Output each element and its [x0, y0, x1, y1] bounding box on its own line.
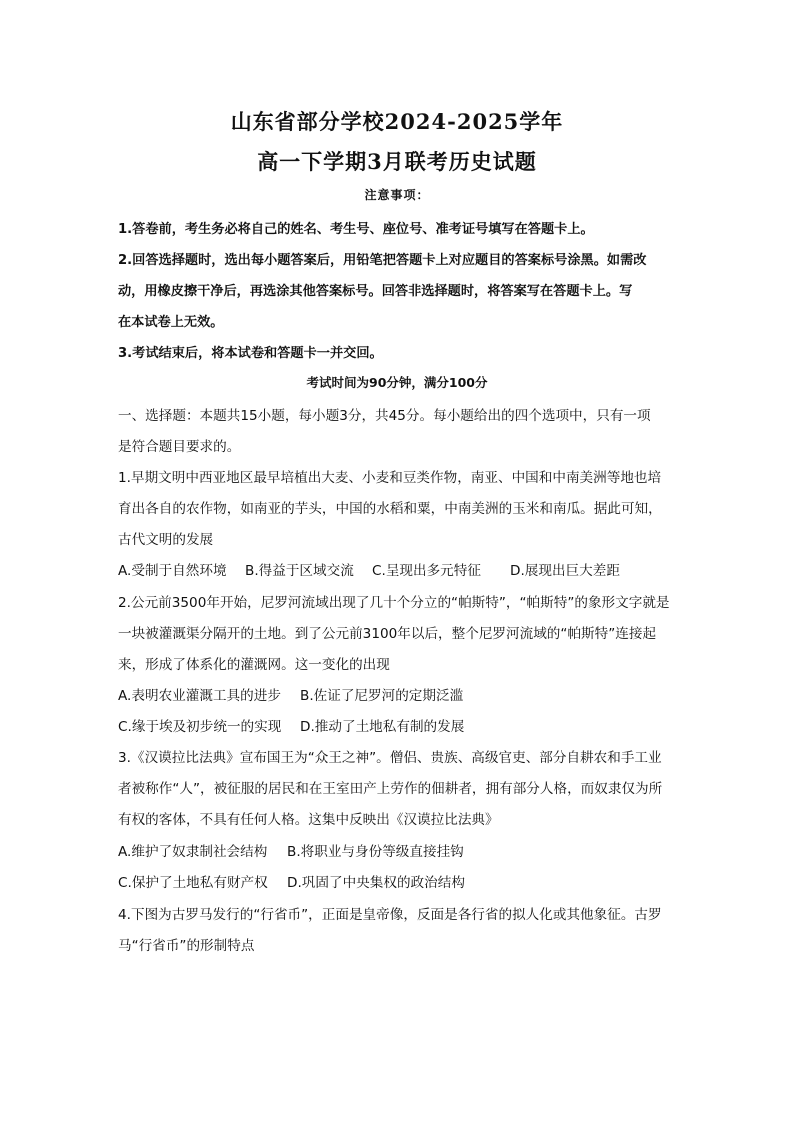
section-heading-cont: 是符合题目要求的。 [118, 439, 241, 455]
question-1-option-d: D.展现出巨大差距 [510, 563, 620, 579]
question-3-stem: 3.《汉谟拉比法典》宣布国王为“众王之神”。僧侣、贵族、高级官吏、部分自耕农和手工业 [118, 750, 662, 766]
question-3-option-d: D.巩固了中央集权的政治结构 [287, 875, 465, 891]
notice-item-3: 3.考试结束后，将本试卷和答题卡一并交回。 [118, 346, 383, 361]
notice-item-2-end: 在本试卷上无效。 [118, 315, 224, 330]
section-heading: 一、选择题：本题共15小题，每小题3分，共45分。每小题给出的四个选项中，只有一项 [118, 408, 651, 424]
question-1-option-b: B.得益于区域交流 [245, 563, 354, 579]
question-2-stem: 2.公元前3500年开始，尼罗河流域出现了几十个分立的“帕斯特”，“帕斯特”的象形文字就是 [118, 595, 670, 611]
notice-item-2-cont: 动，用橡皮擦干净后，再选涂其他答案标号。回答非选择题时，将答案写在答题卡上。写 [118, 284, 633, 299]
question-2-stem-3: 来，形成了体系化的灌溉网。这一变化的出现 [118, 657, 390, 673]
notice-heading: 注意事项： [364, 188, 430, 202]
question-2-option-a: A.表明农业灌溉工具的进步 [118, 688, 281, 704]
question-2-stem-2: 一块被灌溉渠分隔开的土地。到了公元前3100年以后，整个尼罗河流域的“帕斯特”连接起 [118, 626, 657, 642]
exam-title-line1: 山东省部分学校2024-2025学年 [230, 109, 564, 134]
question-2-option-b: B.佐证了尼罗河的定期泛滥 [300, 688, 464, 704]
question-1-stem-2: 育出各自的农作物，如南亚的芋头，中国的水稻和粟，中南美洲的玉米和南瓜。据此可知， [118, 501, 662, 517]
question-4-stem: 4.下图为古罗马发行的“行省币”，正面是皇帝像，反面是各行省的拟人化或其他象征。古罗 [118, 907, 662, 923]
question-1-stem: 1.早期文明中西亚地区最早培植出大麦、小麦和豆类作物，南亚、中国和中南美洲等地也培 [118, 470, 662, 486]
question-3-option-b: B.将职业与身份等级直接挂钩 [287, 844, 464, 860]
exam-info: 考试时间为90分钟，满分100分 [306, 375, 488, 390]
question-1-stem-3: 古代文明的发展 [118, 532, 214, 548]
question-2-option-c: C.缘于埃及初步统一的实现 [118, 719, 282, 735]
question-1-option-a: A.受制于自然环境 [118, 563, 227, 579]
question-3-option-c: C.保护了土地私有财产权 [118, 875, 268, 891]
question-3-stem-3: 有权的客体，不具有任何人格。这集中反映出《汉谟拉比法典》 [118, 812, 499, 828]
notice-item-2: 2.回答选择题时，选出每小题答案后，用铅笔把答题卡上对应题目的答案标号涂黑。如需改 [118, 253, 647, 268]
notice-item-1: 1.答卷前，考生务必将自己的姓名、考生号、座位号、准考证号填写在答题卡上。 [118, 222, 594, 237]
question-1-option-c: C.呈现出多元特征 [372, 563, 481, 579]
question-3-stem-2: 者被称作“人”，被征服的居民和在王室田产上劳作的佃耕者，拥有部分人格，而奴隶仅为所 [118, 781, 663, 797]
question-2-option-d: D.推动了土地私有制的发展 [300, 719, 465, 735]
exam-title-line2: 高一下学期3月联考历史试题 [257, 149, 537, 174]
question-3-option-a: A.维护了奴隶制社会结构 [118, 844, 268, 860]
question-4-stem-2: 马“行省币”的形制特点 [118, 938, 255, 954]
